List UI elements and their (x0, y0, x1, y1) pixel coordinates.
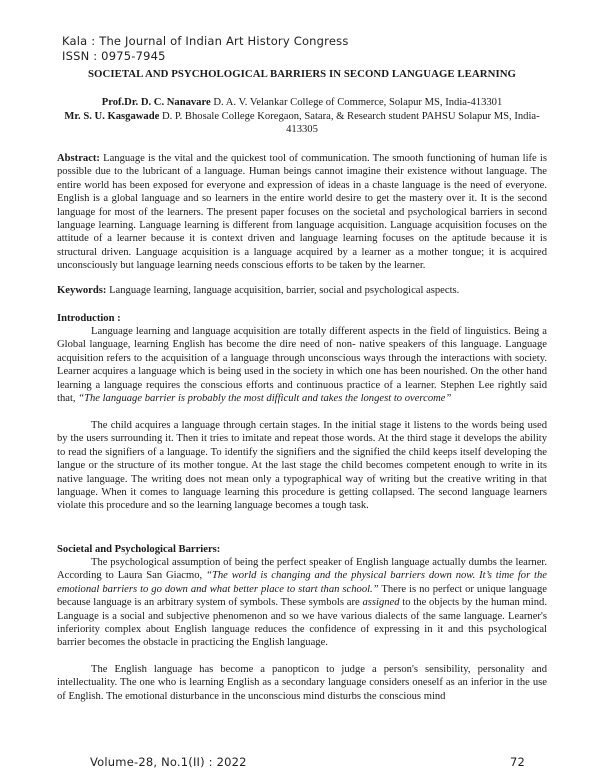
soc-p1-c: to the objects by the human mind. Language is a social and subjective phenomenon and so we have various dialects of the same language. Learner's inferiority complex about English language reduces the confidence of expressing in it and this psychological barrier becomes the obstacle in practicing the English language. (57, 597, 547, 649)
keywords-text: Language learning, language acquisition, barrier, social and psychological aspects. (106, 285, 460, 296)
intro-p1-quote: “The language barrier is probably the most difficult and takes the longest to overcome” (78, 393, 452, 405)
author-1-name: Prof.Dr. D. C. Nanavare (101, 97, 211, 108)
author-block (57, 96, 547, 137)
paper-title: SOCIETAL AND PSYCHOLOGICAL BARRIERS IN SECOND LANGUAGE LEARNING (87, 68, 516, 80)
introduction-paragraph-1 (57, 325, 547, 405)
abstract (57, 152, 547, 273)
author-2 (57, 110, 547, 137)
introduction-heading: Introduction : (57, 313, 121, 324)
keywords (57, 284, 547, 297)
intro-p2-text: The child acquires a language through certain stages. In the initial stage it listens to the words being used by the users surrounding it. Then it tries to imitate and repeat those words. At the third stage it develops the ability to read the signifiers of a language. To identify the signifiers and the signified the child keeps itself developing the langue or the structure of its mother tongue. At the last stage the child becomes competent enough to write in its native language. The writing does not mean only a typographical way of writing but the creative writing in that language. When it comes to language learning this procedure is getting collapsed. The second language learners violate this procedure and so the learning language becomes a tough task. (57, 420, 547, 512)
soc-p1-em: assigned (362, 597, 400, 609)
page-number: 72 (510, 755, 526, 769)
author-1-affiliation: D. A. V. Velankar College of Commerce, Solapur MS, India-413301 (210, 97, 503, 108)
soc-p1-b: There is no perfect or unique language because language is an arbitrary system of symbols. These symbols are (57, 583, 547, 609)
author-1 (57, 96, 547, 110)
soc-p1-a: The psychological assumption of being the perfect speaker of English language actually dumbs the learner. According to Laura San Giacmo, (57, 557, 547, 582)
abstract-text: Language is the vital and the quickest tool of communication. The smooth functioning of human life is possible due to the lubricant of a language. Human beings cannot imagine their existence without language. The entire world has been exposed for everyone and expression of ideas in a chaste language is the need of everyone. English is a global language and so learners in the entire world desire to get the mastery over it. It is the second language for most of the learners. The present paper focuses on the societal and psychological barriers in second language learning. Language learning is different from language acquisition. Language acquisition focuses on the attitude of a learner because it is context driven and language learning focuses on the aptitude because it is structural driven. Language acquisition is a language acquired by a learner as a mother tongue; it is acquired unconsciously but language learning needs conscious efforts to be taken by the learner. (57, 153, 547, 272)
author-2-affiliation: D. P. Bhosale College Koregaon, Satara, & Research student PAHSU Solapur MS, India-413305 (159, 110, 540, 136)
intro-p1-text: Language learning and language acquisition are totally different aspects in the field of linguistics. Being a Global language, learning English has become the dire need of non- native speakers of this language. Language acquisition refers to the acquisition of a language through unconscious ways through the interactions with society. Learner acquires a language which is being used in the society in which one has been nourished. On the other hand learning a language requires the conscious efforts and continuous practice of a learner. Stephen Lee rightly said that, (57, 326, 547, 405)
author-2-name: Mr. S. U. Kasgawade (64, 110, 160, 122)
societal-heading: Societal and Psychological Barriers: (57, 544, 221, 555)
soc-p1-quote: “The world is changing and the physical barriers down now. It’s time for the emotional barriers to go down and what better place to start than school.” (57, 570, 547, 595)
issn-header: ISSN : 0975-7945 (62, 49, 166, 63)
societal-paragraph-2 (57, 663, 547, 703)
introduction-paragraph-2 (57, 419, 547, 513)
societal-paragraph-1 (57, 556, 547, 650)
journal-header: Kala : The Journal of Indian Art History Congress (62, 34, 349, 48)
keywords-label: Keywords: (57, 285, 107, 296)
soc-p2-text: The English language has become a panopticon to judge a person's sensibility, personality and intellectuality. The one who is learning English as a secondary language considers oneself as an inferior in the use of English. The emotional disturbance in the unconscious mind disturbs the conscious mind (57, 664, 547, 702)
footer-volume: Volume-28, No.1(II) : 2022 (90, 755, 247, 769)
abstract-label: Abstract: (57, 153, 100, 164)
